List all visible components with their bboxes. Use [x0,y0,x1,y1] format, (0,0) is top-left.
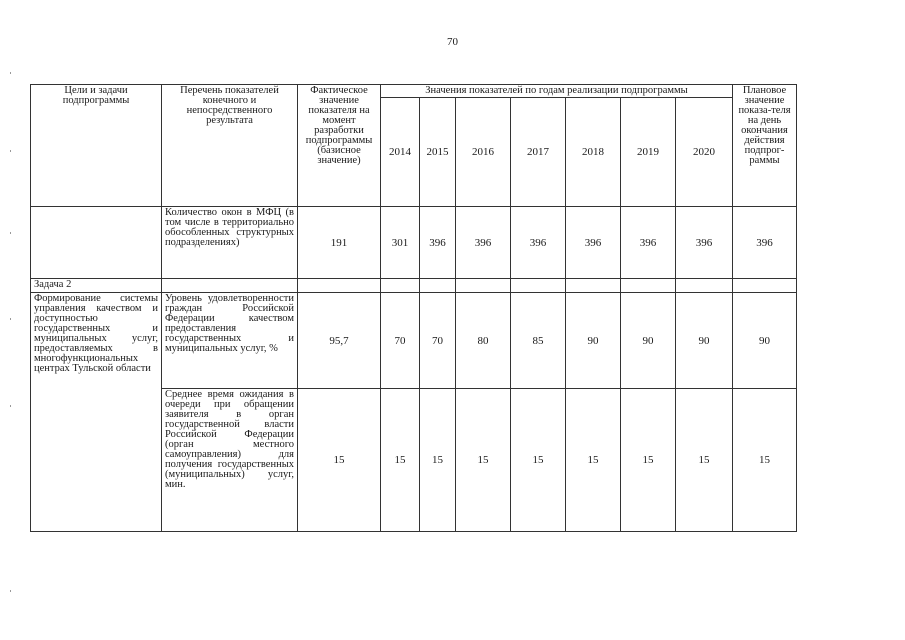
actual-value-cell: 95,7 [298,293,381,389]
indicator-cell: Уровень удовлетворенности граждан Российской Федерации качеством предоставления государственных и муниципальных услуг, % [162,293,298,389]
planned-value-cell: 90 [733,293,797,389]
year-value-cell: 15 [676,389,733,532]
planned-value-cell: 15 [733,389,797,532]
indicator-cell: Среднее время ожидания в очереди при обращении заявителя в орган государственной власти Российской Федерации (орган местного самоуправления) для получения государственных (муниципальных) услуг, мин. [162,389,298,532]
header-actual-value: Фактическое значение показателя на момент разработки подпрограммы (базисное значение) [298,85,381,207]
table-row [31,207,797,279]
scan-artifact [10,232,11,234]
year-value-cell: 396 [456,207,511,279]
task-label: Задача 2 [31,279,162,293]
year-value-cell: 70 [381,293,420,389]
year-value-cell: 396 [621,207,676,279]
table-row [31,293,797,389]
scan-artifact [10,150,11,152]
year-value-cell: 396 [420,207,456,279]
year-value-cell: 70 [420,293,456,389]
scan-artifact [10,590,11,592]
scan-artifact [10,72,11,74]
actual-value-cell: 191 [298,207,381,279]
header-year: 2019 [621,98,676,207]
year-value-cell: 90 [676,293,733,389]
header-year: 2016 [456,98,511,207]
indicator-cell: Количество окон в МФЦ (в том числе в территориально обособленных структурных подразделениях) [162,207,298,279]
year-value-cell: 15 [566,389,621,532]
year-value-cell: 396 [511,207,566,279]
scan-artifact [10,318,11,320]
year-value-cell: 15 [381,389,420,532]
year-value-cell: 396 [566,207,621,279]
header-values-by-year: Значения показателей по годам реализации подпрограммы [381,85,733,98]
task-goal: Формирование системы управления качеством и доступностью государственных и муниципальных услуг, предоставляемых в многофункциональных центрах Тульской области [31,293,162,532]
year-value-cell: 15 [456,389,511,532]
year-value-cell: 15 [420,389,456,532]
header-planned-value: Плановое значение показа-теля на день окончания действия подпрог-раммы [733,85,797,207]
scan-artifact [10,405,11,407]
year-value-cell: 90 [566,293,621,389]
header-year: 2014 [381,98,420,207]
year-value-cell: 301 [381,207,420,279]
year-value-cell: 15 [621,389,676,532]
page-number: 70 [447,36,458,48]
year-value-cell: 15 [511,389,566,532]
year-value-cell: 85 [511,293,566,389]
indicators-table [30,84,797,532]
header-year: 2020 [676,98,733,207]
header-goals: Цели и задачи подпрограммы [31,85,162,207]
header-year: 2018 [566,98,621,207]
task-row [31,279,797,293]
header-year: 2017 [511,98,566,207]
year-value-cell: 396 [676,207,733,279]
header-indicators: Перечень показателей конечного и непосредственного результата [162,85,298,207]
year-value-cell: 90 [621,293,676,389]
year-value-cell: 80 [456,293,511,389]
actual-value-cell: 15 [298,389,381,532]
header-year: 2015 [420,98,456,207]
goal-cell-empty [31,207,162,279]
planned-value-cell: 396 [733,207,797,279]
